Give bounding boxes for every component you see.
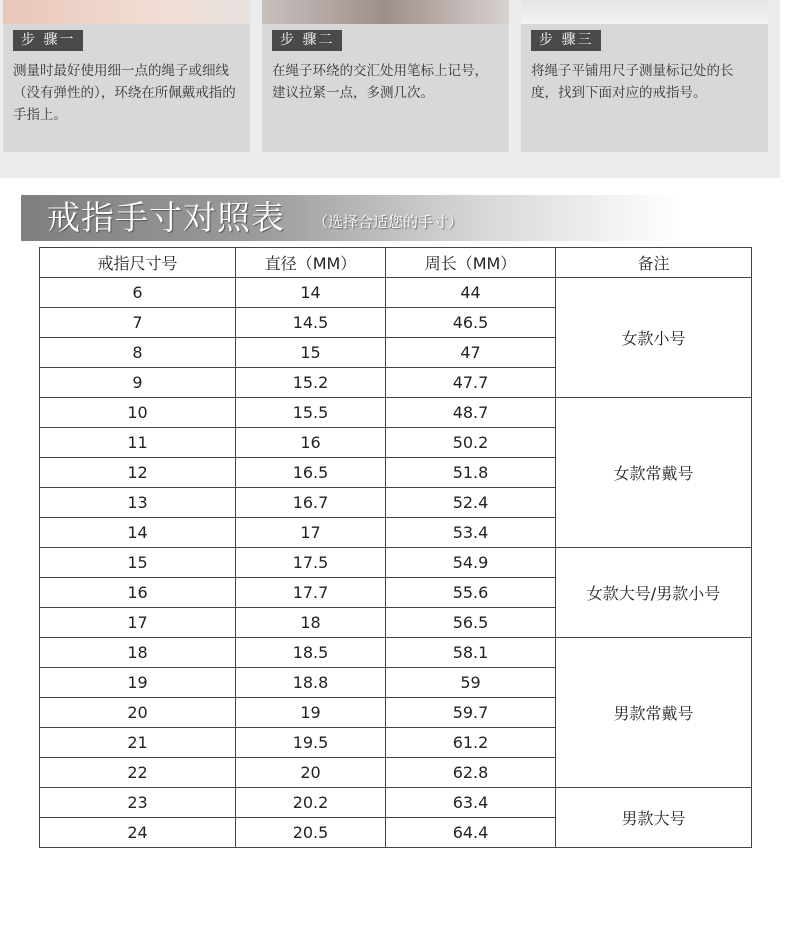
cell-size: 20 (40, 698, 236, 728)
cell-size: 11 (40, 428, 236, 458)
cell-size: 8 (40, 338, 236, 368)
cell-size: 13 (40, 488, 236, 518)
cell-diameter: 16 (236, 428, 386, 458)
cell-circumference: 54.9 (386, 548, 556, 578)
cell-note: 女款常戴号 (556, 398, 752, 548)
cell-circumference: 47.7 (386, 368, 556, 398)
step-text-1: 测量时最好使用细一点的绳子或细线（没有弹性的），环绕在所佩戴戒指的手指上。 (13, 63, 236, 123)
cell-diameter: 19.5 (236, 728, 386, 758)
cell-size: 16 (40, 578, 236, 608)
cell-diameter: 18 (236, 608, 386, 638)
cell-note: 男款常戴号 (556, 638, 752, 788)
cell-circumference: 62.8 (386, 758, 556, 788)
step-card-1 (3, 0, 250, 152)
cell-circumference: 56.5 (386, 608, 556, 638)
cell-circumference: 50.2 (386, 428, 556, 458)
table-row (40, 278, 752, 308)
cell-diameter: 19 (236, 698, 386, 728)
cell-diameter: 15.5 (236, 398, 386, 428)
step-photo-3 (521, 0, 768, 24)
step-text-3: 将绳子平铺用尺子测量标记处的长度，找到下面对应的戒指号。 (531, 63, 734, 101)
table-row (40, 548, 752, 578)
cell-circumference: 44 (386, 278, 556, 308)
cell-size: 18 (40, 638, 236, 668)
cell-circumference: 59 (386, 668, 556, 698)
steps-section (0, 0, 780, 178)
cell-diameter: 16.7 (236, 488, 386, 518)
cell-size: 24 (40, 818, 236, 848)
cell-circumference: 58.1 (386, 638, 556, 668)
cell-diameter: 18.5 (236, 638, 386, 668)
step-badge-1: 步 骤一 (13, 30, 83, 51)
header-diameter: 直径（MM） (236, 248, 386, 278)
cell-diameter: 15 (236, 338, 386, 368)
table-header-row (40, 248, 752, 278)
step-photo-2 (262, 0, 509, 24)
cell-size: 7 (40, 308, 236, 338)
cell-size: 9 (40, 368, 236, 398)
cell-diameter: 17.5 (236, 548, 386, 578)
cell-circumference: 52.4 (386, 488, 556, 518)
step-badge-2: 步 骤二 (272, 30, 342, 51)
table-row (40, 638, 752, 668)
cell-circumference: 46.5 (386, 308, 556, 338)
cell-circumference: 55.6 (386, 578, 556, 608)
step-card-3 (521, 0, 768, 152)
cell-size: 17 (40, 608, 236, 638)
ring-size-table (39, 247, 752, 848)
cell-circumference: 51.8 (386, 458, 556, 488)
cell-diameter: 20.5 (236, 818, 386, 848)
cell-size: 14 (40, 518, 236, 548)
step-photo-1 (3, 0, 250, 24)
cell-size: 10 (40, 398, 236, 428)
cell-size: 6 (40, 278, 236, 308)
header-size: 戒指尺寸号 (40, 248, 236, 278)
step-card-2 (262, 0, 509, 152)
cell-size: 21 (40, 728, 236, 758)
table-row (40, 398, 752, 428)
cell-diameter: 20.2 (236, 788, 386, 818)
table-row (40, 788, 752, 818)
cell-diameter: 18.8 (236, 668, 386, 698)
cell-circumference: 48.7 (386, 398, 556, 428)
cell-circumference: 47 (386, 338, 556, 368)
cell-note: 女款大号/男款小号 (556, 548, 752, 638)
cell-diameter: 20 (236, 758, 386, 788)
cell-diameter: 16.5 (236, 458, 386, 488)
size-chart-title-bar (21, 195, 681, 241)
cell-size: 15 (40, 548, 236, 578)
header-circumference: 周长（MM） (386, 248, 556, 278)
table-body (40, 278, 752, 848)
header-note: 备注 (556, 248, 752, 278)
cell-size: 19 (40, 668, 236, 698)
cell-size: 12 (40, 458, 236, 488)
cell-circumference: 63.4 (386, 788, 556, 818)
cell-diameter: 15.2 (236, 368, 386, 398)
cell-size: 22 (40, 758, 236, 788)
size-chart-subtitle: （选择合适您的手寸） (313, 213, 464, 231)
cell-diameter: 17 (236, 518, 386, 548)
cell-diameter: 14 (236, 278, 386, 308)
cell-diameter: 14.5 (236, 308, 386, 338)
cell-diameter: 17.7 (236, 578, 386, 608)
cell-circumference: 64.4 (386, 818, 556, 848)
cell-circumference: 61.2 (386, 728, 556, 758)
cell-circumference: 53.4 (386, 518, 556, 548)
cell-circumference: 59.7 (386, 698, 556, 728)
size-chart-title: 戒指手寸对照表 (47, 198, 285, 237)
cell-note: 女款小号 (556, 278, 752, 398)
step-text-2: 在绳子环绕的交汇处用笔标上记号，建议拉紧一点，多测几次。 (272, 63, 488, 101)
step-badge-3: 步 骤三 (531, 30, 601, 51)
cell-note: 男款大号 (556, 788, 752, 848)
cell-size: 23 (40, 788, 236, 818)
